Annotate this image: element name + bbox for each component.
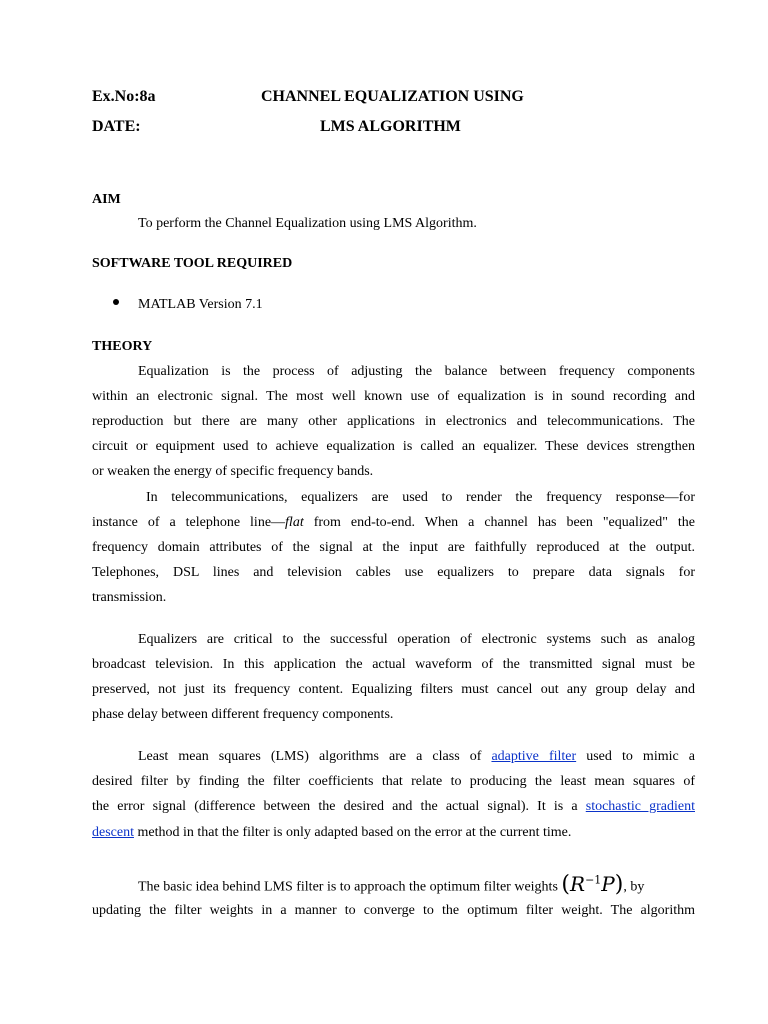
theory-p1-line: circuit or equipment used to achieve equalization is called an equalizer. These devices strengthen: [92, 439, 695, 454]
theory-p4-line: [92, 825, 695, 841]
theory-p3-line: Equalizers are critical to the successful operation of electronic systems such as analog: [138, 632, 695, 647]
text-span: The basic idea behind LMS filter is to approach the optimum filter weights: [138, 879, 562, 895]
theory-p5-line: [92, 866, 695, 902]
text-span: from end-to-end. When a channel has been "equalized" the: [303, 515, 695, 530]
open-paren: (: [561, 871, 570, 897]
theory-p4-line: [92, 799, 695, 815]
theory-p2-line: In telecommunications, equalizers are used to render the frequency response—for: [146, 490, 695, 505]
text-span: Least mean squares (LMS) algorithms are a class of: [138, 749, 492, 764]
theory-p4-line: [92, 749, 695, 765]
theory-p1-line: Equalization is the process of adjusting the balance between frequency components: [138, 364, 695, 379]
theory-p2-line: transmission.: [92, 590, 167, 605]
text-span: method in that the filter is only adapted based on the error at the current time.: [133, 825, 572, 840]
formula-r: R: [570, 871, 586, 896]
optimum-weights-formula: [561, 872, 623, 896]
text-span: the error signal (difference between the desired and the actual signal). It is a: [92, 799, 586, 814]
text-span: instance of a telephone line—: [92, 515, 286, 530]
theory-p4-line: desired filter by finding the filter coefficients that relate to producing the least mean squares of: [92, 774, 695, 789]
close-paren: ): [614, 871, 624, 897]
title-line-1: CHANNEL EQUALIZATION USING: [261, 88, 524, 105]
stochastic-gradient-link[interactable]: stochastic gradient: [585, 799, 695, 814]
theory-heading: THEORY: [92, 339, 153, 354]
software-heading: SOFTWARE TOOL REQUIRED: [92, 256, 293, 271]
theory-p1-line: within an electronic signal. The most well known use of equalization is in sound recording and: [92, 389, 695, 404]
theory-p1-line: reproduction but there are many other applications in electronics and telecommunications. The: [92, 414, 695, 429]
text-span: used to mimic a: [576, 749, 695, 764]
software-item: MATLAB Version 7.1: [138, 297, 263, 312]
theory-p3-line: preserved, not just its frequency content. Equalizing filters must cancel out any group delay and: [92, 682, 695, 697]
theory-p2-line: [92, 515, 695, 531]
theory-p1-line: or weaken the energy of specific frequency bands.: [92, 464, 374, 479]
theory-p3-line: phase delay between different frequency components.: [92, 707, 394, 722]
formula-p: P: [601, 871, 615, 896]
experiment-number: Ex.No:8a: [92, 88, 156, 105]
flat-emphasis: flat: [285, 515, 304, 530]
aim-text: To perform the Channel Equalization using LMS Algorithm.: [138, 216, 477, 231]
theory-p2-line: frequency domain attributes of the signal at the input are faithfully reproduced at the output.: [92, 540, 695, 555]
bullet-icon: [113, 299, 119, 305]
theory-p5-line: updating the filter weights in a manner to converge to the optimum filter weight. The algorithm: [92, 903, 695, 918]
title-line-2: LMS ALGORITHM: [320, 118, 461, 135]
adaptive-filter-link[interactable]: adaptive filter: [491, 749, 577, 764]
theory-p2-line: Telephones, DSL lines and television cables use equalizers to prepare data signals for: [92, 565, 695, 580]
aim-heading: AIM: [92, 192, 121, 207]
text-span: , by: [623, 879, 645, 895]
formula-exponent: −1: [585, 873, 602, 886]
date-label: DATE:: [92, 118, 141, 135]
descent-link[interactable]: descent: [92, 825, 134, 840]
theory-p3-line: broadcast television. In this application the actual waveform of the transmitted signal must be: [92, 657, 695, 672]
